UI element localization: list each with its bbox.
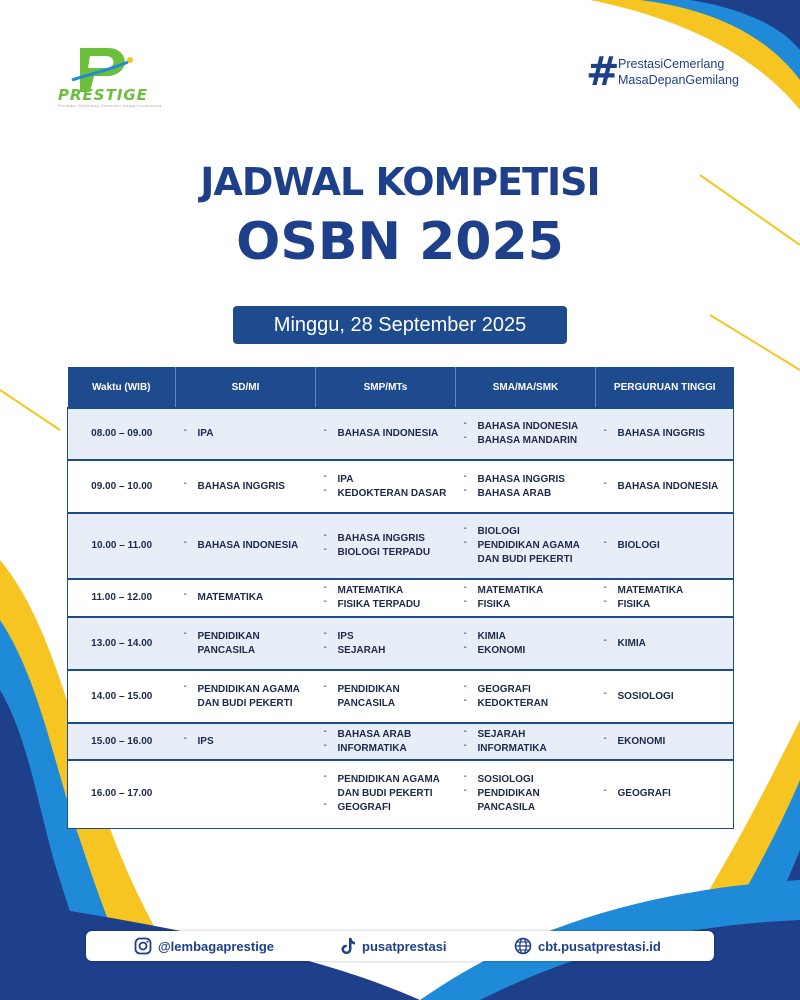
subject-item: - GEOGRAFI (320, 801, 452, 815)
subject-cell-sd (176, 579, 316, 617)
schedule-table (67, 367, 734, 829)
subject-list (180, 480, 312, 494)
subject-cell-sd (176, 460, 316, 513)
subject-cell-sd (176, 617, 316, 670)
subject-cell-sma (456, 460, 596, 513)
table-row (68, 760, 734, 828)
subject-item: - BAHASA INGGRIS (460, 473, 592, 487)
subject-item: - SOSIOLOGI (460, 773, 592, 787)
time-cell: 09.00 – 10.00 (68, 460, 176, 513)
subject-cell-sd (176, 670, 316, 723)
subject-item: - FISIKA TERPADU (320, 598, 452, 612)
subject-item: - PENDIDIKAN PANCASILA (460, 787, 592, 815)
subject-cell-pt (596, 579, 734, 617)
subject-item: - BAHASA MANDARIN (460, 434, 592, 448)
subject-item: - INFORMATIKA (320, 742, 452, 756)
date-badge: Minggu, 28 September 2025 (233, 306, 567, 344)
subject-cell-sma (456, 579, 596, 617)
subject-list (460, 683, 592, 711)
subject-item: - MATEMATIKA (180, 591, 312, 605)
subject-cell-smp (316, 408, 456, 460)
subject-cell-sma (456, 408, 596, 460)
time-cell: 16.00 – 17.00 (68, 760, 176, 828)
subject-item: - BIOLOGI (600, 539, 730, 553)
subject-list (180, 427, 312, 441)
subject-list (180, 591, 312, 605)
subject-list (460, 773, 592, 815)
subject-item: - BAHASA INGGRIS (180, 480, 312, 494)
subject-list (460, 630, 592, 658)
subject-list (320, 584, 452, 612)
table-row (68, 579, 734, 617)
subject-item: - PENDIDIKAN PANCASILA (320, 683, 452, 711)
hashtag-2: MasaDepanGemilang (618, 73, 739, 87)
subject-list (320, 773, 452, 815)
page-title: JADWAL KOMPETISI (200, 160, 600, 204)
subject-item: - GEOGRAFI (600, 787, 730, 801)
subject-list (180, 539, 312, 553)
subject-list (460, 525, 592, 567)
subject-item: - BAHASA INGGRIS (320, 532, 452, 546)
subject-cell-sd (176, 760, 316, 828)
subject-list (320, 427, 452, 441)
footer-tiktok[interactable] (340, 931, 447, 961)
subject-item: - GEOGRAFI (460, 683, 592, 697)
subject-item: - BAHASA INDONESIA (320, 427, 452, 441)
subject-list (180, 735, 312, 749)
subject-item: - KIMIA (600, 637, 730, 651)
instagram-handle: @lembagaprestige (158, 938, 274, 954)
subject-item: - IPS (320, 630, 452, 644)
table-row (68, 723, 734, 760)
subject-cell-smp (316, 670, 456, 723)
subject-item: - BAHASA INDONESIA (600, 480, 730, 494)
subject-cell-sma (456, 513, 596, 579)
subject-item: - BAHASA ARAB (460, 487, 592, 501)
subject-cell-sma (456, 670, 596, 723)
subject-item: - IPS (180, 735, 312, 749)
subject-cell-sma (456, 617, 596, 670)
subject-cell-pt (596, 617, 734, 670)
subject-cell-sd (176, 513, 316, 579)
subject-item: - KEDOKTERAN (460, 697, 592, 711)
subject-item: - MATEMATIKA (460, 584, 592, 598)
tiktok-handle: pusatprestasi (362, 938, 447, 954)
subject-item: - EKONOMI (600, 735, 730, 749)
subject-cell-sma (456, 723, 596, 760)
subject-cell-sd (176, 408, 316, 460)
subject-list (600, 787, 730, 801)
subject-item: - MATEMATIKA (600, 584, 730, 598)
subject-item: - KEDOKTERAN DASAR (320, 487, 452, 501)
subject-cell-pt (596, 460, 734, 513)
time-cell: 13.00 – 14.00 (68, 617, 176, 670)
subject-list (460, 584, 592, 612)
subject-cell-smp (316, 460, 456, 513)
subject-item: - FISIKA (460, 598, 592, 612)
subject-item: - BIOLOGI (460, 525, 592, 539)
header-time: Waktu (WIB) (68, 367, 176, 408)
table-row (68, 670, 734, 723)
globe-icon (514, 937, 532, 955)
subject-item: - BAHASA ARAB (320, 728, 452, 742)
subject-cell-smp (316, 723, 456, 760)
table-header-row (68, 367, 734, 408)
subject-item: - PENDIDIKAN PANCASILA (180, 630, 312, 658)
footer-website[interactable] (514, 931, 661, 961)
time-cell: 15.00 – 16.00 (68, 723, 176, 760)
subject-item: - FISIKA (600, 598, 730, 612)
subject-list (600, 690, 730, 704)
subject-list (600, 584, 730, 612)
time-cell: 10.00 – 11.00 (68, 513, 176, 579)
subject-list (460, 728, 592, 756)
subject-item: - EKONOMI (460, 644, 592, 658)
subject-list (320, 473, 452, 501)
subject-cell-smp (316, 760, 456, 828)
instagram-icon (134, 937, 152, 955)
tiktok-icon (340, 937, 356, 955)
subject-item: - MATEMATIKA (320, 584, 452, 598)
time-cell: 08.00 – 09.00 (68, 408, 176, 460)
subject-cell-smp (316, 617, 456, 670)
hash-icon: # (586, 49, 620, 95)
subject-item: - KIMIA (460, 630, 592, 644)
subject-list (460, 473, 592, 501)
subject-item: - PENDIDIKAN AGAMA DAN BUDI PEKERTI (180, 683, 312, 711)
subject-item: - SEJARAH (460, 728, 592, 742)
subject-list (460, 420, 592, 448)
subject-list (320, 683, 452, 711)
brand-name: PRESTIGE (58, 86, 148, 104)
table-row (68, 460, 734, 513)
subject-cell-smp (316, 579, 456, 617)
subject-item: - SEJARAH (320, 644, 452, 658)
footer-bar (86, 931, 714, 961)
subject-cell-pt (596, 670, 734, 723)
subject-item: - PENDIDIKAN AGAMA DAN BUDI PEKERTI (320, 773, 452, 801)
time-cell: 14.00 – 15.00 (68, 670, 176, 723)
subject-list (180, 683, 312, 711)
subject-cell-sd (176, 723, 316, 760)
hashtag-1: PrestasiCemerlang (618, 57, 725, 71)
time-cell: 11.00 – 12.00 (68, 579, 176, 617)
table-row (68, 408, 734, 460)
subject-list (600, 637, 730, 651)
subject-list (600, 539, 730, 553)
subject-list (320, 728, 452, 756)
subject-cell-pt (596, 723, 734, 760)
header-pt: PERGURUAN TINGGI (596, 367, 734, 408)
subject-item: - BIOLOGI TERPADU (320, 546, 452, 560)
header-sma: SMA/MA/SMK (456, 367, 596, 408)
subject-cell-pt (596, 760, 734, 828)
subject-item: - IPA (180, 427, 312, 441)
subject-item: - BAHASA INDONESIA (460, 420, 592, 434)
subject-cell-smp (316, 513, 456, 579)
brand-tagline: Prestasi Gemilang Generasi Unggul Indonesia (58, 103, 162, 108)
subject-item: - BAHASA INGGRIS (600, 427, 730, 441)
subject-list (180, 630, 312, 658)
subject-list (600, 427, 730, 441)
header-sd: SD/MI (176, 367, 316, 408)
website-url: cbt.pusatprestasi.id (538, 938, 661, 954)
page-subtitle: OSBN 2025 (236, 212, 564, 272)
subject-list (320, 630, 452, 658)
subject-cell-pt (596, 513, 734, 579)
subject-item: - IPA (320, 473, 452, 487)
subject-list (320, 532, 452, 560)
subject-cell-sma (456, 760, 596, 828)
subject-item: - INFORMATIKA (460, 742, 592, 756)
table-body (68, 408, 734, 828)
table-row (68, 513, 734, 579)
footer-instagram[interactable] (134, 931, 274, 961)
subject-item: - SOSIOLOGI (600, 690, 730, 704)
header-smp: SMP/MTs (316, 367, 456, 408)
subject-list (600, 735, 730, 749)
subject-cell-pt (596, 408, 734, 460)
subject-item: - BAHASA INDONESIA (180, 539, 312, 553)
subject-item: - PENDIDIKAN AGAMA DAN BUDI PEKERTI (460, 539, 592, 567)
subject-list (600, 480, 730, 494)
table-row (68, 617, 734, 670)
